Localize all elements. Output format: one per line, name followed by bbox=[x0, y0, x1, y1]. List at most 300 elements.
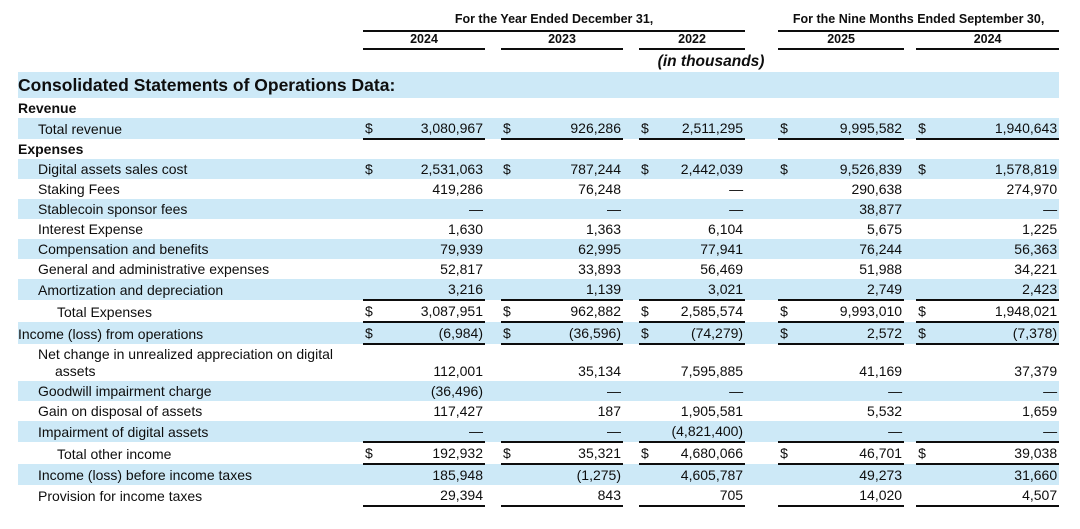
column-gap bbox=[485, 199, 501, 219]
column-gap bbox=[745, 464, 778, 485]
value-cell: 38,877 bbox=[800, 199, 904, 219]
value-cell: (74,279) bbox=[659, 322, 745, 344]
value-cell: 79,939 bbox=[383, 239, 485, 259]
column-gap bbox=[485, 159, 501, 179]
value-cell: 9,526,839 bbox=[800, 159, 904, 179]
row-label: Total Expenses bbox=[57, 304, 152, 320]
table-row bbox=[18, 219, 1059, 239]
dollar-sign-cell bbox=[501, 219, 521, 239]
value-cell: 33,893 bbox=[578, 261, 621, 277]
column-gap bbox=[904, 159, 916, 179]
dollar-sign-cell bbox=[778, 179, 800, 199]
table-row bbox=[18, 139, 1059, 159]
dollar-sign-cell bbox=[501, 199, 521, 219]
dollar-sign-cell bbox=[778, 485, 800, 506]
dollar-sign-cell bbox=[501, 344, 521, 381]
value-cell: 1,940,643 bbox=[938, 118, 1059, 139]
value-cell: 77,941 bbox=[659, 239, 745, 259]
column-gap bbox=[745, 344, 778, 381]
value-cell: 290,638 bbox=[851, 181, 903, 197]
dollar-sign-cell bbox=[363, 485, 383, 506]
value-cell: — bbox=[938, 421, 1059, 442]
period-group-header-row bbox=[18, 12, 1059, 31]
value-cell: 52,817 bbox=[440, 261, 483, 277]
operations-data-table bbox=[18, 12, 1059, 507]
row-label: Amortization and depreciation bbox=[18, 279, 363, 300]
value-cell bbox=[383, 139, 485, 159]
dollar-sign-cell bbox=[501, 98, 521, 118]
column-gap bbox=[485, 401, 501, 421]
value-cell: — bbox=[938, 381, 1059, 401]
statement-title-row bbox=[18, 72, 1059, 98]
dollar-sign-cell bbox=[778, 219, 800, 239]
dollar-sign-cell bbox=[916, 381, 938, 401]
dollar-sign-cell bbox=[639, 401, 659, 421]
value-cell: 35,134 bbox=[578, 363, 621, 379]
value-cell: (36,596) bbox=[521, 322, 623, 344]
dollar-sign-cell bbox=[916, 464, 938, 485]
column-gap bbox=[904, 118, 916, 139]
column-header-9m2025: 2025 bbox=[778, 31, 904, 49]
value-cell: 962,882 bbox=[521, 300, 623, 322]
column-gap bbox=[485, 442, 501, 464]
value-cell: — bbox=[659, 381, 745, 401]
table-row bbox=[18, 199, 1059, 219]
column-gap bbox=[904, 344, 916, 381]
column-gap bbox=[623, 179, 639, 199]
dollar-sign-cell bbox=[501, 239, 521, 259]
dollar-sign-cell: $ bbox=[363, 300, 383, 322]
column-gap bbox=[745, 179, 778, 199]
value-cell: 6,104 bbox=[708, 221, 744, 237]
column-gap bbox=[745, 401, 778, 421]
dollar-sign-cell bbox=[363, 381, 383, 401]
table-row bbox=[18, 300, 1059, 322]
column-gap bbox=[745, 98, 778, 118]
dollar-sign-cell bbox=[501, 421, 521, 442]
value-cell: 9,995,582 bbox=[800, 118, 904, 139]
value-cell: 14,020 bbox=[800, 485, 904, 506]
value-cell bbox=[938, 98, 1059, 118]
dollar-sign-cell bbox=[501, 139, 521, 159]
value-cell: 62,995 bbox=[521, 239, 623, 259]
dollar-sign-cell bbox=[363, 401, 383, 421]
column-gap bbox=[623, 139, 639, 159]
table-row bbox=[18, 239, 1059, 259]
dollar-sign-cell bbox=[639, 98, 659, 118]
value-cell: 4,605,787 bbox=[659, 464, 745, 485]
column-gap bbox=[904, 322, 916, 344]
dollar-sign-cell: $ bbox=[501, 118, 521, 139]
dollar-sign-cell bbox=[639, 139, 659, 159]
statements-table-body bbox=[18, 98, 1059, 506]
units-note: (in thousands) bbox=[657, 53, 765, 70]
value-cell bbox=[659, 98, 745, 118]
column-gap bbox=[485, 179, 501, 199]
dollar-sign-cell bbox=[916, 279, 938, 300]
value-cell: 29,394 bbox=[383, 485, 485, 506]
column-gap bbox=[623, 381, 639, 401]
value-cell: 2,749 bbox=[800, 279, 904, 300]
value-cell: 1,948,021 bbox=[938, 300, 1059, 322]
column-gap bbox=[485, 219, 501, 239]
value-cell: 76,244 bbox=[800, 239, 904, 259]
value-cell: 76,248 bbox=[578, 181, 621, 197]
dollar-sign-cell bbox=[778, 344, 800, 381]
column-gap bbox=[623, 344, 639, 381]
value-cell: (7,378) bbox=[938, 322, 1059, 344]
label-spacer bbox=[18, 49, 363, 72]
value-cell: 56,469 bbox=[700, 261, 744, 277]
column-gap bbox=[745, 421, 778, 442]
value-cell: 51,988 bbox=[859, 261, 903, 277]
dollar-sign-cell bbox=[916, 344, 938, 381]
column-header-fy2022: 2022 bbox=[639, 31, 745, 49]
table-row bbox=[18, 464, 1059, 485]
dollar-sign-cell: $ bbox=[501, 322, 521, 344]
value-cell: 187 bbox=[597, 403, 621, 419]
dollar-sign-cell bbox=[639, 421, 659, 442]
dollar-sign-cell bbox=[639, 239, 659, 259]
column-gap bbox=[904, 381, 916, 401]
column-gap bbox=[745, 118, 778, 139]
value-cell: — bbox=[800, 381, 904, 401]
column-gap bbox=[623, 98, 639, 118]
row-label: Net change in unrealized appreciation on digital assets bbox=[38, 346, 333, 379]
column-gap bbox=[904, 179, 916, 199]
column-header-fy2024: 2024 bbox=[363, 31, 485, 49]
dollar-sign-cell bbox=[639, 259, 659, 279]
row-label: Income (loss) from operations bbox=[18, 322, 363, 344]
table-row bbox=[18, 344, 1059, 381]
value-cell: 192,932 bbox=[383, 442, 485, 464]
value-cell: (4,821,400) bbox=[659, 421, 745, 442]
column-gap bbox=[623, 199, 639, 219]
value-cell: 1,659 bbox=[1022, 403, 1058, 419]
value-cell bbox=[659, 139, 745, 159]
column-gap bbox=[485, 464, 501, 485]
dollar-sign-cell bbox=[916, 421, 938, 442]
dollar-sign-cell bbox=[639, 344, 659, 381]
value-cell: 787,244 bbox=[521, 159, 623, 179]
column-gap bbox=[904, 421, 916, 442]
column-gap bbox=[904, 464, 916, 485]
row-label: Stablecoin sponsor fees bbox=[18, 199, 363, 219]
dollar-sign-cell: $ bbox=[639, 322, 659, 344]
column-gap bbox=[904, 485, 916, 506]
value-cell: (6,984) bbox=[383, 322, 485, 344]
column-gap bbox=[623, 279, 639, 300]
column-gap bbox=[745, 442, 778, 464]
column-gap bbox=[904, 139, 916, 159]
value-cell bbox=[800, 139, 904, 159]
dollar-sign-cell bbox=[916, 98, 938, 118]
dollar-sign-cell bbox=[778, 199, 800, 219]
value-cell: 9,993,010 bbox=[800, 300, 904, 322]
column-gap bbox=[485, 381, 501, 401]
dollar-sign-cell bbox=[778, 259, 800, 279]
dollar-sign-cell bbox=[363, 421, 383, 442]
column-gap bbox=[623, 421, 639, 442]
column-gap bbox=[485, 31, 501, 49]
value-cell: — bbox=[521, 381, 623, 401]
dollar-sign-cell bbox=[501, 381, 521, 401]
value-cell: 1,905,581 bbox=[680, 403, 744, 419]
value-cell: 117,427 bbox=[433, 403, 483, 419]
column-gap bbox=[904, 239, 916, 259]
dollar-sign-cell bbox=[363, 344, 383, 381]
dollar-sign-cell: $ bbox=[916, 300, 938, 322]
column-header-9m2024: 2024 bbox=[916, 31, 1059, 49]
column-gap bbox=[904, 300, 916, 322]
row-label: Compensation and benefits bbox=[18, 239, 363, 259]
value-cell: 39,038 bbox=[938, 442, 1059, 464]
dollar-sign-cell: $ bbox=[778, 300, 800, 322]
column-gap bbox=[904, 219, 916, 239]
column-gap bbox=[745, 279, 778, 300]
value-cell: (1,275) bbox=[521, 464, 623, 485]
dollar-sign-cell bbox=[363, 219, 383, 239]
value-cell: 35,321 bbox=[521, 442, 623, 464]
dollar-sign-cell: $ bbox=[639, 118, 659, 139]
value-cell: — bbox=[729, 181, 744, 197]
dollar-sign-cell: $ bbox=[639, 159, 659, 179]
value-cell: 7,595,885 bbox=[680, 363, 744, 379]
dollar-sign-cell bbox=[363, 139, 383, 159]
row-label: Expenses bbox=[18, 141, 84, 157]
dollar-sign-cell: $ bbox=[778, 442, 800, 464]
value-cell: 56,363 bbox=[938, 239, 1059, 259]
value-cell: 49,273 bbox=[800, 464, 904, 485]
value-cell: 2,511,295 bbox=[659, 118, 745, 139]
column-gap bbox=[745, 139, 778, 159]
dollar-sign-cell: $ bbox=[916, 322, 938, 344]
dollar-sign-cell bbox=[363, 179, 383, 199]
dollar-sign-cell bbox=[501, 401, 521, 421]
value-cell: 5,675 bbox=[867, 221, 903, 237]
dollar-sign-cell: $ bbox=[778, 159, 800, 179]
nine-months-group-header: For the Nine Months Ended September 30, bbox=[778, 12, 1059, 31]
dollar-sign-cell bbox=[916, 199, 938, 219]
column-gap bbox=[745, 259, 778, 279]
dollar-sign-cell bbox=[778, 279, 800, 300]
value-cell: (36,496) bbox=[383, 381, 485, 401]
value-cell: 1,139 bbox=[521, 279, 623, 300]
value-cell: 2,585,574 bbox=[659, 300, 745, 322]
dollar-sign-cell bbox=[501, 179, 521, 199]
column-gap bbox=[904, 31, 916, 49]
value-cell: 1,363 bbox=[585, 221, 621, 237]
year-ended-group-header: For the Year Ended December 31, bbox=[363, 12, 745, 31]
dollar-sign-cell bbox=[363, 279, 383, 300]
value-cell: 3,080,967 bbox=[383, 118, 485, 139]
group-gap bbox=[745, 12, 778, 31]
row-label: Total revenue bbox=[18, 118, 363, 139]
dollar-sign-cell bbox=[639, 381, 659, 401]
value-cell: — bbox=[383, 421, 485, 442]
dollar-sign-cell bbox=[778, 421, 800, 442]
value-cell: 5,532 bbox=[867, 403, 903, 419]
table-row bbox=[18, 381, 1059, 401]
column-header-fy2023: 2023 bbox=[501, 31, 623, 49]
dollar-sign-cell: $ bbox=[501, 159, 521, 179]
value-cell: 705 bbox=[659, 485, 745, 506]
table-row bbox=[18, 98, 1059, 118]
column-gap bbox=[485, 139, 501, 159]
column-gap bbox=[623, 300, 639, 322]
column-gap bbox=[623, 31, 639, 49]
column-gap bbox=[745, 199, 778, 219]
row-label: Staking Fees bbox=[38, 181, 120, 197]
column-gap bbox=[904, 401, 916, 421]
dollar-sign-cell: $ bbox=[778, 322, 800, 344]
column-gap bbox=[623, 118, 639, 139]
dollar-sign-cell bbox=[916, 401, 938, 421]
row-label: Digital assets sales cost bbox=[18, 159, 363, 179]
table-row bbox=[18, 322, 1059, 344]
column-gap bbox=[623, 485, 639, 506]
value-cell: 2,531,063 bbox=[383, 159, 485, 179]
dollar-sign-cell bbox=[778, 98, 800, 118]
dollar-sign-cell bbox=[639, 464, 659, 485]
row-label: Total other income bbox=[57, 446, 172, 462]
column-gap bbox=[745, 219, 778, 239]
table-row bbox=[18, 179, 1059, 199]
column-gap bbox=[485, 98, 501, 118]
label-spacer bbox=[18, 31, 363, 49]
value-cell bbox=[521, 98, 623, 118]
value-cell: — bbox=[383, 199, 485, 219]
row-label: Gain on disposal of assets bbox=[38, 403, 203, 419]
value-cell: 4,680,066 bbox=[659, 442, 745, 464]
value-cell: — bbox=[800, 421, 904, 442]
column-gap bbox=[745, 381, 778, 401]
value-cell: 1,578,819 bbox=[938, 159, 1059, 179]
row-label: Goodwill impairment charge bbox=[18, 381, 363, 401]
dollar-sign-cell bbox=[501, 464, 521, 485]
column-gap bbox=[623, 219, 639, 239]
value-cell: 2,423 bbox=[938, 279, 1059, 300]
value-cell: 46,701 bbox=[800, 442, 904, 464]
column-gap bbox=[904, 442, 916, 464]
dollar-sign-cell bbox=[639, 219, 659, 239]
dollar-sign-cell: $ bbox=[916, 118, 938, 139]
table-row bbox=[18, 118, 1059, 139]
dollar-sign-cell bbox=[916, 139, 938, 159]
dollar-sign-cell bbox=[363, 259, 383, 279]
column-gap bbox=[485, 421, 501, 442]
value-cell: 2,572 bbox=[800, 322, 904, 344]
column-gap bbox=[623, 239, 639, 259]
value-cell: 1,225 bbox=[1022, 221, 1058, 237]
dollar-sign-cell bbox=[363, 98, 383, 118]
value-cell: 1,630 bbox=[447, 221, 483, 237]
dollar-sign-cell: $ bbox=[363, 322, 383, 344]
column-gap bbox=[485, 485, 501, 506]
table-row bbox=[18, 442, 1059, 464]
value-cell: 843 bbox=[521, 485, 623, 506]
column-gap bbox=[623, 464, 639, 485]
value-cell: 3,021 bbox=[659, 279, 745, 300]
dollar-sign-cell bbox=[363, 239, 383, 259]
value-cell: 37,379 bbox=[1014, 363, 1058, 379]
dollar-sign-cell: $ bbox=[639, 300, 659, 322]
dollar-sign-cell: $ bbox=[639, 442, 659, 464]
dollar-sign-cell: $ bbox=[916, 159, 938, 179]
dollar-sign-cell bbox=[916, 179, 938, 199]
dollar-sign-cell bbox=[501, 279, 521, 300]
dollar-sign-cell bbox=[778, 381, 800, 401]
column-gap bbox=[485, 344, 501, 381]
value-cell: 274,970 bbox=[1006, 181, 1058, 197]
column-gap bbox=[745, 485, 778, 506]
column-gap bbox=[904, 98, 916, 118]
column-gap bbox=[904, 199, 916, 219]
column-gap bbox=[485, 259, 501, 279]
value-cell bbox=[800, 98, 904, 118]
dollar-sign-cell bbox=[363, 199, 383, 219]
column-gap bbox=[623, 159, 639, 179]
value-cell: 2,442,039 bbox=[659, 159, 745, 179]
dollar-sign-cell bbox=[639, 279, 659, 300]
table-row bbox=[18, 259, 1059, 279]
table-row bbox=[18, 401, 1059, 421]
value-cell bbox=[938, 139, 1059, 159]
value-cell: 4,507 bbox=[938, 485, 1059, 506]
column-gap bbox=[745, 322, 778, 344]
dollar-sign-cell bbox=[778, 401, 800, 421]
row-label: Provision for income taxes bbox=[38, 488, 203, 504]
column-gap bbox=[485, 322, 501, 344]
value-cell: — bbox=[938, 199, 1059, 219]
column-gap bbox=[904, 279, 916, 300]
value-cell: — bbox=[521, 199, 623, 219]
dollar-sign-cell bbox=[778, 464, 800, 485]
column-gap bbox=[745, 159, 778, 179]
value-cell: 419,286 bbox=[432, 181, 483, 197]
column-gap bbox=[485, 279, 501, 300]
units-note-row bbox=[18, 49, 1059, 72]
dollar-sign-cell bbox=[778, 139, 800, 159]
value-cell bbox=[383, 98, 485, 118]
value-cell: 34,221 bbox=[1014, 261, 1058, 277]
dollar-sign-cell: $ bbox=[363, 118, 383, 139]
value-cell: 41,169 bbox=[859, 363, 903, 379]
row-label: General and administrative expenses bbox=[38, 261, 270, 277]
table-row bbox=[18, 421, 1059, 442]
dollar-sign-cell bbox=[916, 219, 938, 239]
value-cell: 112,001 bbox=[433, 363, 483, 379]
statement-title: Consolidated Statements of Operations Data: bbox=[18, 72, 1059, 98]
row-label: Income (loss) before income taxes bbox=[18, 464, 363, 485]
dollar-sign-cell bbox=[639, 485, 659, 506]
column-gap bbox=[745, 300, 778, 322]
row-label: Impairment of digital assets bbox=[18, 421, 363, 442]
dollar-sign-cell bbox=[639, 179, 659, 199]
dollar-sign-cell: $ bbox=[916, 442, 938, 464]
column-gap bbox=[623, 259, 639, 279]
table-row bbox=[18, 159, 1059, 179]
dollar-sign-cell bbox=[916, 485, 938, 506]
dollar-sign-cell bbox=[501, 485, 521, 506]
dollar-sign-cell: $ bbox=[501, 442, 521, 464]
column-gap bbox=[623, 401, 639, 421]
column-gap bbox=[623, 442, 639, 464]
column-gap bbox=[745, 239, 778, 259]
label-spacer bbox=[18, 12, 363, 31]
dollar-sign-cell bbox=[363, 464, 383, 485]
column-gap bbox=[623, 322, 639, 344]
